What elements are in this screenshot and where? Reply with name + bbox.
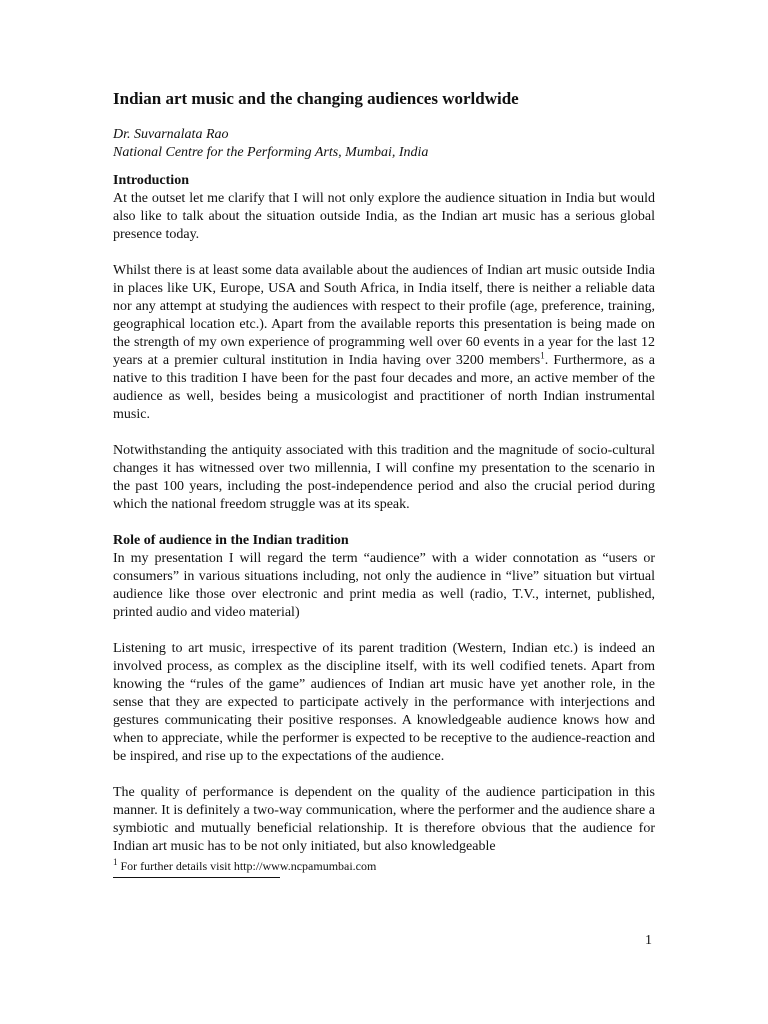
intro-paragraph-2-tail: . Furthermore, as a native to this tradition I have been for the past four decades and more, an active member of the audience as well, besides being a musicologist and practitioner of north Indian instrumental music. [113, 353, 655, 422]
author-affiliation: National Centre for the Performing Arts, Mumbai, India [113, 145, 429, 160]
page-number: 1 [645, 933, 652, 948]
footnote-divider [113, 877, 280, 878]
role-paragraph-2: Listening to art music, irrespective of its parent tradition (Western, Indian etc.) is indeed an involved process, as complex as the discipline itself, with its well codified tenets. Apart from knowing the “rules of the game” audiences of Indian art music have yet another role, in the sense that they are expected to participate actively in the performance with interjections and gestures communicating their positive responses. A knowledgeable audience knows how and when to appreciate, while the performer is expected to be receptive to the audience-reaction and be inspired, and rise up to the expectations of the audience. [113, 641, 655, 764]
intro-paragraph-2-text: Whilst there is at least some data available about the audiences of Indian art music outside India in places like UK, Europe, USA and South Africa, in India itself, there is neither a reliable data nor any attempt at studying the audiences with respect to their profile (age, preference, training, geographical location etc.). Apart from the available reports this presentation is being made on the strength of my own experience of programming well over 60 events in a year for the last 12 years at a premier cultural institution in India having over 3200 members [113, 263, 655, 368]
footnote [113, 858, 376, 874]
intro-paragraph-2 [113, 262, 655, 424]
section-heading-introduction: Introduction [113, 173, 189, 188]
footnote-text: For further details visit http://www.ncpamumbai.com [120, 859, 377, 873]
footnote-number: 1 [113, 857, 118, 867]
document-title: Indian art music and the changing audiences worldwide [113, 89, 519, 108]
intro-paragraph-1: At the outset let me clarify that I will not only explore the audience situation in India but would also like to talk about the situation outside India, as the Indian art music has a serious global presence today. [113, 191, 655, 242]
role-paragraph-1: In my presentation I will regard the term “audience” with a wider connotation as “users or consumers” in various situations including, not only the audience in “live” situation but virtual audience like those over electronic and print media as well (radio, T.V., internet, published, printed audio and video material) [113, 551, 655, 620]
role-paragraph-3: The quality of performance is dependent on the quality of the audience participation in this manner. It is definitely a two-way communication, where the performer and the audience share a symbiotic and mutually beneficial relationship. It is therefore obvious that the audience for Indian art music has to be not only initiated, but also knowledgeable [113, 785, 655, 854]
section-heading-role-of-audience: Role of audience in the Indian tradition [113, 533, 349, 548]
author-name: Dr. Suvarnalata Rao [113, 127, 229, 142]
document-body [113, 88, 655, 856]
footnote-reference: 1 [540, 350, 545, 361]
intro-paragraph-3: Notwithstanding the antiquity associated with this tradition and the magnitude of socio-cultural changes it has witnessed over two millennia, I will confine my presentation to the scenario in the past 100 years, including the post-independence period and also the crucial period during which the national freedom struggle was at its speak. [113, 443, 655, 512]
